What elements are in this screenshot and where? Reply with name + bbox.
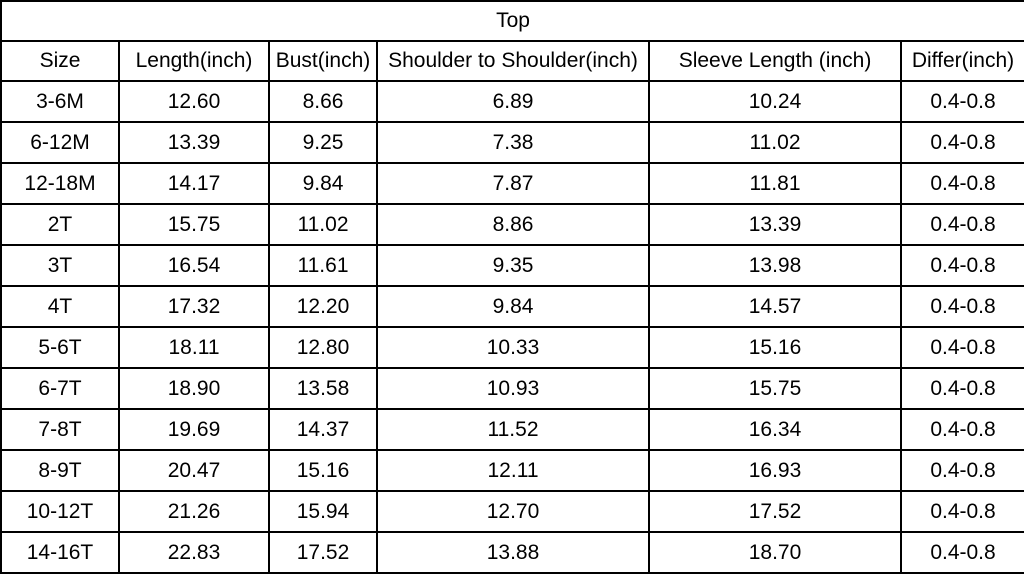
cell-sleeve: 11.02 xyxy=(649,122,901,163)
table-row xyxy=(1,163,1024,204)
cell-differ: 0.4-0.8 xyxy=(901,122,1024,163)
cell-shoulder: 11.52 xyxy=(377,409,649,450)
cell-sleeve: 15.75 xyxy=(649,368,901,409)
cell-length: 17.32 xyxy=(119,286,269,327)
cell-shoulder: 6.89 xyxy=(377,81,649,122)
cell-differ: 0.4-0.8 xyxy=(901,450,1024,491)
cell-shoulder: 9.35 xyxy=(377,245,649,286)
cell-bust: 17.52 xyxy=(269,532,377,573)
column-header-shoulder: Shoulder to Shoulder(inch) xyxy=(377,41,649,81)
cell-size: 6-12M xyxy=(1,122,119,163)
cell-shoulder: 7.87 xyxy=(377,163,649,204)
cell-length: 13.39 xyxy=(119,122,269,163)
cell-sleeve: 16.34 xyxy=(649,409,901,450)
cell-bust: 9.84 xyxy=(269,163,377,204)
cell-differ: 0.4-0.8 xyxy=(901,409,1024,450)
cell-sleeve: 16.93 xyxy=(649,450,901,491)
table-row xyxy=(1,81,1024,122)
table-row xyxy=(1,491,1024,532)
table-row xyxy=(1,409,1024,450)
cell-differ: 0.4-0.8 xyxy=(901,81,1024,122)
cell-size: 7-8T xyxy=(1,409,119,450)
cell-bust: 13.58 xyxy=(269,368,377,409)
cell-length: 15.75 xyxy=(119,204,269,245)
cell-length: 18.90 xyxy=(119,368,269,409)
cell-sleeve: 14.57 xyxy=(649,286,901,327)
cell-sleeve: 11.81 xyxy=(649,163,901,204)
table-row xyxy=(1,204,1024,245)
cell-size: 5-6T xyxy=(1,327,119,368)
cell-differ: 0.4-0.8 xyxy=(901,163,1024,204)
column-header-differ: Differ(inch) xyxy=(901,41,1024,81)
cell-size: 4T xyxy=(1,286,119,327)
cell-length: 20.47 xyxy=(119,450,269,491)
cell-bust: 11.02 xyxy=(269,204,377,245)
column-header-length: Length(inch) xyxy=(119,41,269,81)
cell-shoulder: 8.86 xyxy=(377,204,649,245)
column-header-size: Size xyxy=(1,41,119,81)
table-row xyxy=(1,286,1024,327)
cell-bust: 8.66 xyxy=(269,81,377,122)
cell-sleeve: 13.98 xyxy=(649,245,901,286)
cell-shoulder: 10.93 xyxy=(377,368,649,409)
cell-bust: 9.25 xyxy=(269,122,377,163)
cell-shoulder: 9.84 xyxy=(377,286,649,327)
cell-length: 19.69 xyxy=(119,409,269,450)
table-header-row xyxy=(1,41,1024,81)
cell-bust: 15.94 xyxy=(269,491,377,532)
table-row xyxy=(1,532,1024,573)
cell-differ: 0.4-0.8 xyxy=(901,491,1024,532)
cell-sleeve: 15.16 xyxy=(649,327,901,368)
column-header-bust: Bust(inch) xyxy=(269,41,377,81)
cell-size: 3T xyxy=(1,245,119,286)
cell-shoulder: 7.38 xyxy=(377,122,649,163)
column-header-sleeve-length: Sleeve Length (inch) xyxy=(649,41,901,81)
cell-shoulder: 13.88 xyxy=(377,532,649,573)
cell-length: 12.60 xyxy=(119,81,269,122)
cell-bust: 15.16 xyxy=(269,450,377,491)
cell-size: 2T xyxy=(1,204,119,245)
cell-bust: 12.20 xyxy=(269,286,377,327)
cell-differ: 0.4-0.8 xyxy=(901,204,1024,245)
cell-size: 8-9T xyxy=(1,450,119,491)
cell-differ: 0.4-0.8 xyxy=(901,327,1024,368)
cell-sleeve: 17.52 xyxy=(649,491,901,532)
cell-size: 12-18M xyxy=(1,163,119,204)
cell-sleeve: 10.24 xyxy=(649,81,901,122)
cell-differ: 0.4-0.8 xyxy=(901,368,1024,409)
cell-length: 22.83 xyxy=(119,532,269,573)
cell-bust: 11.61 xyxy=(269,245,377,286)
cell-size: 14-16T xyxy=(1,532,119,573)
cell-length: 18.11 xyxy=(119,327,269,368)
cell-shoulder: 12.11 xyxy=(377,450,649,491)
cell-bust: 12.80 xyxy=(269,327,377,368)
cell-differ: 0.4-0.8 xyxy=(901,286,1024,327)
table-row xyxy=(1,327,1024,368)
cell-bust: 14.37 xyxy=(269,409,377,450)
cell-shoulder: 12.70 xyxy=(377,491,649,532)
cell-differ: 0.4-0.8 xyxy=(901,532,1024,573)
table-row xyxy=(1,450,1024,491)
table-row xyxy=(1,368,1024,409)
cell-shoulder: 10.33 xyxy=(377,327,649,368)
cell-size: 10-12T xyxy=(1,491,119,532)
cell-size: 6-7T xyxy=(1,368,119,409)
cell-length: 21.26 xyxy=(119,491,269,532)
cell-sleeve: 18.70 xyxy=(649,532,901,573)
cell-differ: 0.4-0.8 xyxy=(901,245,1024,286)
cell-length: 16.54 xyxy=(119,245,269,286)
cell-size: 3-6M xyxy=(1,81,119,122)
table-row xyxy=(1,122,1024,163)
title-row xyxy=(1,1,1024,41)
table-body xyxy=(1,1,1024,573)
cell-length: 14.17 xyxy=(119,163,269,204)
cell-sleeve: 13.39 xyxy=(649,204,901,245)
table-row xyxy=(1,245,1024,286)
table-title: Top xyxy=(1,1,1024,41)
